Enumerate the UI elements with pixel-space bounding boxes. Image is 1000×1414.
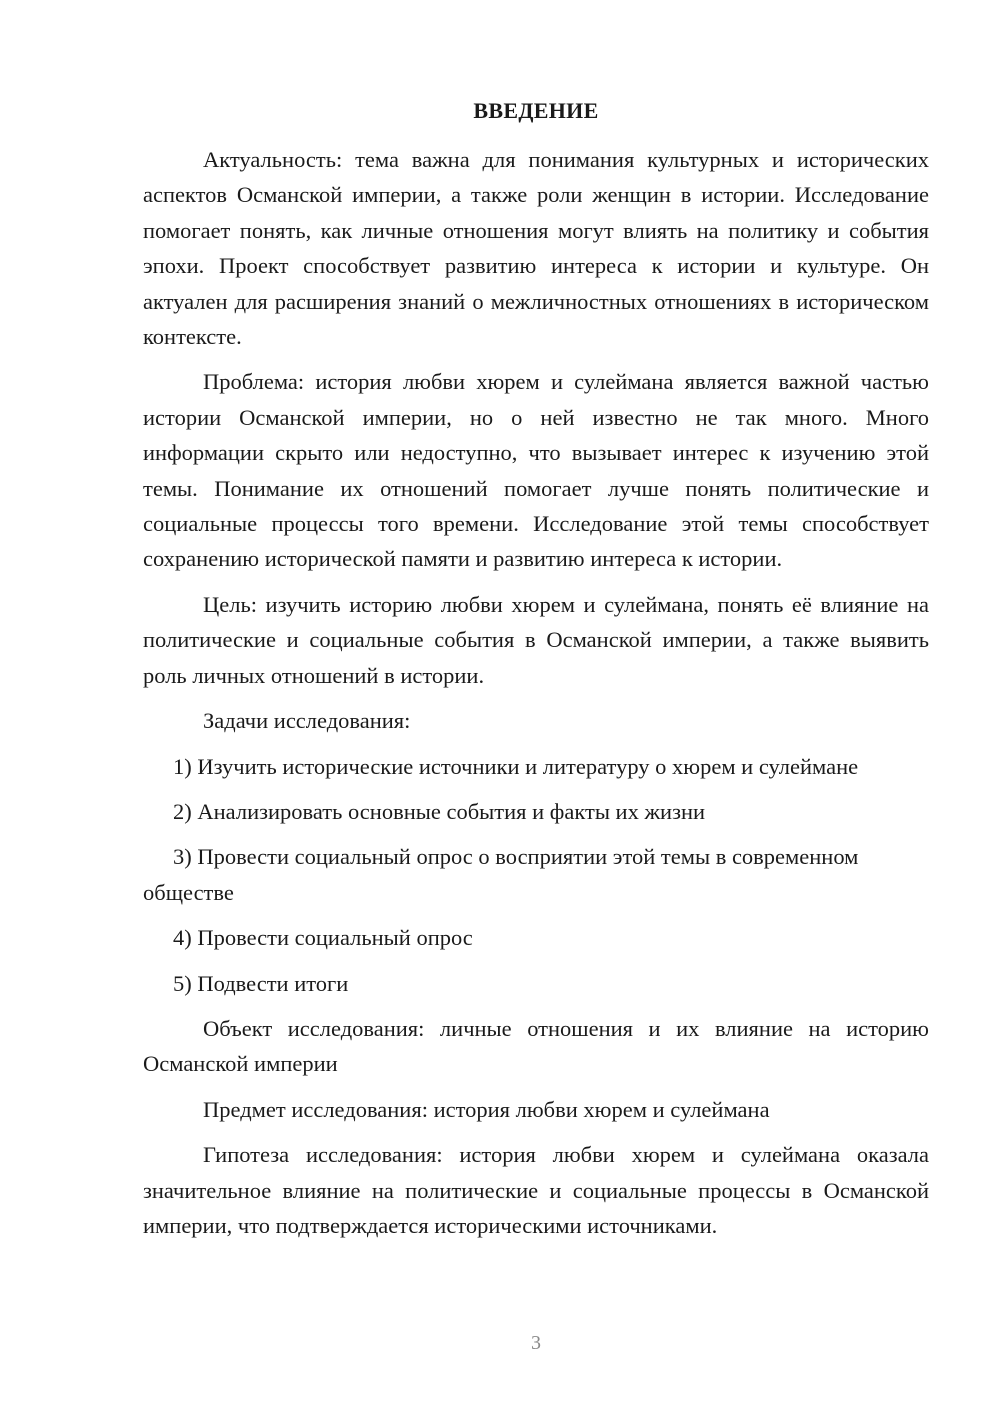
page-number: 3	[531, 1332, 541, 1354]
problem-paragraph: Проблема: история любви хюрем и сулеймана является важной частью истории Османской империи, но о ней известно не так много. Много информации скрыто или недоступно, что вызывает интерес к изучению этой темы. Понимание их отношений помогает лучше понять политические и социальные процессы того времени. Исследование этой темы способствует сохранению исторической памяти и развитию интереса к истории.	[143, 369, 929, 572]
task-item: 5) Подвести итоги	[173, 970, 349, 996]
hypothesis-paragraph: Гипотеза исследования: история любви хюрем и сулеймана оказала значительное влияние на политические и социальные процессы в Османской империи, что подтверждается историческими источниками.	[143, 1142, 929, 1238]
goal-paragraph: Цель: изучить историю любви хюрем и сулеймана, понять её влияние на политические и социальные события в Османской империи, а также выявить роль личных отношений в истории.	[143, 591, 929, 688]
subject-paragraph: Предмет исследования: история любви хюрем и сулеймана	[203, 1096, 770, 1122]
task-item: 1) Изучить исторические источники и литературу о хюрем и сулеймане	[173, 753, 859, 779]
task-item: 2) Анализировать основные события и факты их жизни	[173, 798, 706, 824]
object-paragraph: Объект исследования: личные отношения и их влияние на историю Османской империи	[143, 1015, 929, 1077]
tasks-heading: Задачи исследования:	[203, 708, 411, 734]
section-title: ВВЕДЕНИЕ	[473, 98, 599, 123]
relevance-paragraph: Актуальность: тема важна для понимания культурных и исторических аспектов Османской империи, а также роли женщин в истории. Исследование помогает понять, как личные отношения могут влиять на политику и события эпохи. Проект способствует развитию интереса к истории и культуре. Он актуален для расширения знаний о межличностных отношениях в историческом контексте.	[143, 147, 929, 350]
task-item: 4) Провести социальный опрос	[173, 925, 473, 951]
task-item: 3) Провести социальный опрос о восприятии этой темы в современном обществе	[143, 844, 859, 905]
document-body	[143, 142, 929, 1253]
